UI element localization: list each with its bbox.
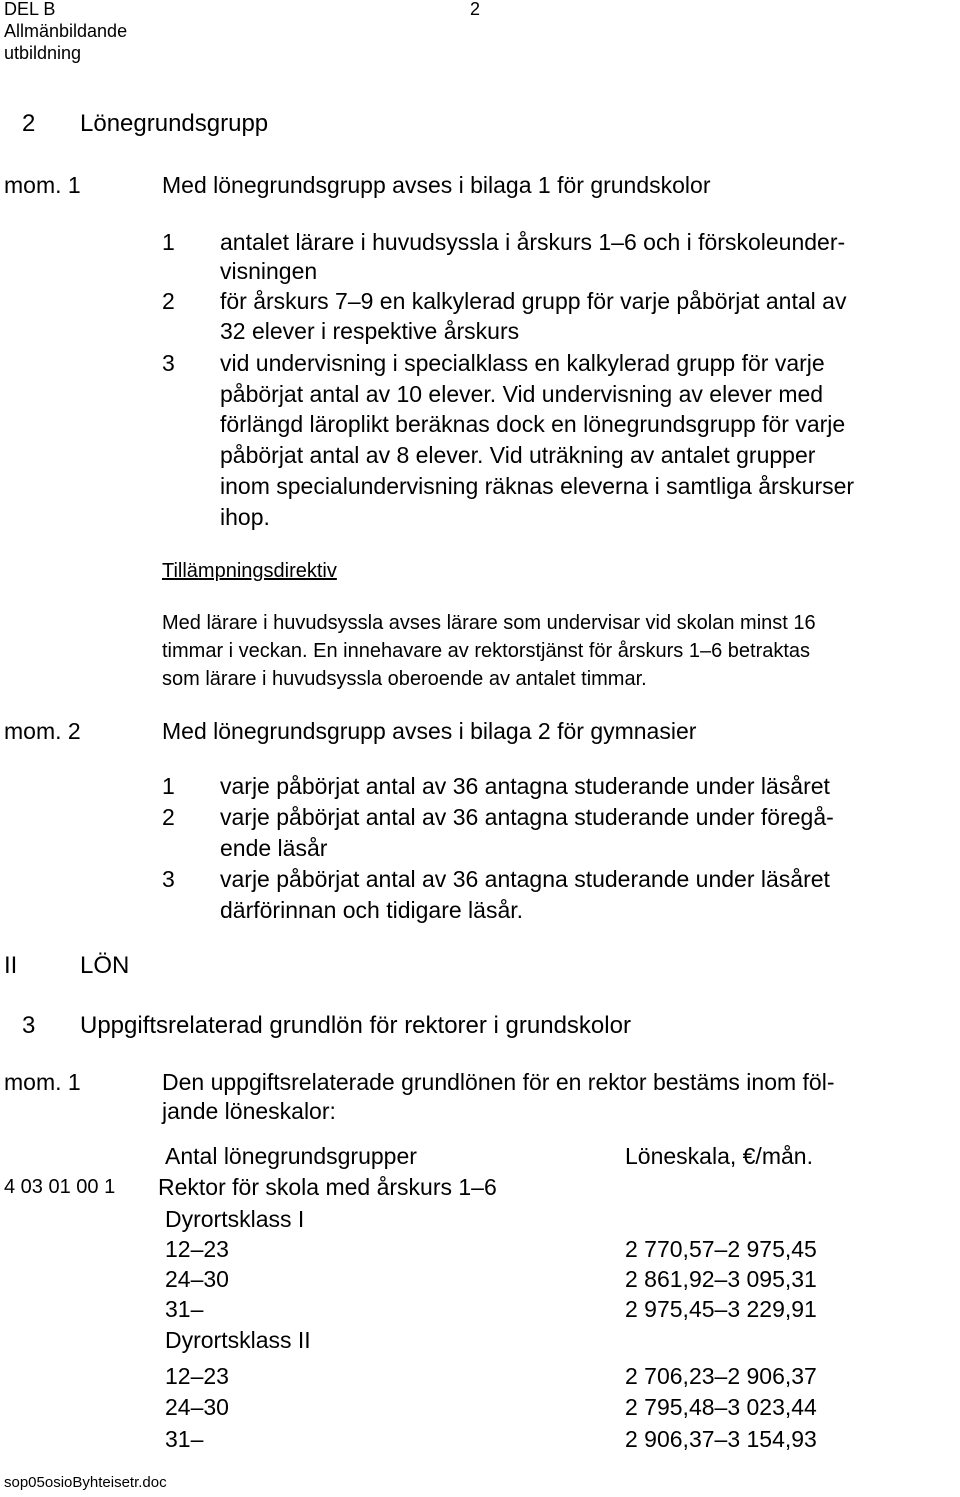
mom-1-label: mom. 1: [4, 172, 81, 198]
footer-filename: sop05osioByhteisetr.doc: [4, 1474, 167, 1491]
table-code: 4 03 01 00 1: [4, 1176, 116, 1198]
section-3-mom-1-label: mom. 1: [4, 1069, 81, 1095]
table-cell-range: 12–23: [165, 1363, 229, 1389]
header-part-title-line1: Allmänbildande: [4, 21, 128, 41]
mom-2-item-text: varje påbörjat antal av 36 antagna studerande under läsåret: [220, 773, 830, 799]
section-2-title: Lönegrundsgrupp: [80, 110, 269, 137]
mom-1-item-text: påbörjat antal av 8 elever. Vid uträkning av antalet grupper: [220, 442, 816, 468]
table-cell-range: 24–30: [165, 1266, 229, 1292]
mom-1-item-text: inom specialundervisning räknas eleverna i samtliga årskurser: [220, 473, 855, 499]
table-cell-range: 31–: [165, 1296, 204, 1322]
table-cell-scale: 2 706,23–2 906,37: [625, 1363, 817, 1389]
directive-text: Med lärare i huvudsyssla avses lärare som undervisar vid skolan minst 16: [162, 612, 816, 634]
mom-1-intro: Med lönegrundsgrupp avses i bilaga 1 för grundskolor: [162, 172, 711, 198]
mom-2-item-text: ende läsår: [220, 835, 328, 861]
part-roman-numeral: II: [4, 952, 18, 979]
mom-2-item-text: därförinnan och tidigare läsår.: [220, 897, 524, 923]
mom-1-item-num: 2: [162, 288, 175, 314]
page-number: 2: [470, 0, 481, 19]
table-cell-range: 31–: [165, 1426, 204, 1452]
table-cell-scale: 2 770,57–2 975,45: [625, 1236, 817, 1262]
mom-2-item-text: varje påbörjat antal av 36 antagna studerande under läsåret: [220, 866, 830, 892]
table-cell-range: 24–30: [165, 1394, 229, 1420]
mom-2-item-num: 3: [162, 866, 175, 892]
mom-1-item-text: visningen: [220, 258, 318, 284]
mom-1-item-text: för årskurs 7–9 en kalkylerad grupp för varje påbörjat antal av: [220, 288, 847, 314]
mom-1-item-text: vid undervisning i specialklass en kalkylerad grupp för varje: [220, 350, 825, 376]
mom-2-label: mom. 2: [4, 718, 81, 744]
section-3-mom-1-intro: Den uppgiftsrelaterade grundlönen för en rektor bestäms inom föl-: [162, 1069, 835, 1095]
mom-1-item-num: 1: [162, 229, 175, 255]
mom-1-item-text: 32 elever i respektive årskurs: [220, 318, 520, 344]
mom-2-intro: Med lönegrundsgrupp avses i bilaga 2 för gymnasier: [162, 718, 697, 744]
part-title: LÖN: [80, 952, 130, 979]
table-cell-scale: 2 861,92–3 095,31: [625, 1266, 817, 1292]
mom-2-item-num: 1: [162, 773, 175, 799]
dyrortsklass-title: Dyrortsklass II: [165, 1327, 311, 1353]
mom-2-item-text: varje påbörjat antal av 36 antagna studerande under föregå-: [220, 804, 834, 830]
mom-1-item-text: antalet lärare i huvudsyssla i årskurs 1–6 och i förskoleunder-: [220, 229, 846, 255]
mom-1-item-text: förlängd läroplikt beräknas dock en lönegrundsgrupp för varje: [220, 411, 846, 437]
mom-1-item-text: ihop.: [220, 504, 270, 530]
table-cell-scale: 2 975,45–3 229,91: [625, 1296, 817, 1322]
table-header-groups: Antal lönegrundsgrupper: [165, 1143, 417, 1169]
table-header-scale: Löneskala, €/mån.: [625, 1143, 813, 1169]
mom-1-item-num: 3: [162, 350, 175, 376]
table-cell-scale: 2 906,37–3 154,93: [625, 1426, 817, 1452]
table-group-title: Rektor för skola med årskurs 1–6: [158, 1174, 497, 1200]
dyrortsklass-title: Dyrortsklass I: [165, 1206, 305, 1232]
table-cell-scale: 2 795,48–3 023,44: [625, 1394, 817, 1420]
header-part-label: DEL B: [4, 0, 56, 19]
mom-2-item-num: 2: [162, 804, 175, 830]
section-3-mom-1-intro: jande löneskalor:: [162, 1098, 336, 1124]
section-3-number: 3: [22, 1012, 36, 1039]
section-2-number: 2: [22, 110, 36, 137]
directive-text: timmar i veckan. En innehavare av rektorstjänst för årskurs 1–6 betraktas: [162, 640, 811, 662]
section-3-title: Uppgiftsrelaterad grundlön för rektorer i grundskolor: [80, 1012, 631, 1039]
directive-text: som lärare i huvudsyssla oberoende av antalet timmar.: [162, 668, 647, 690]
directive-title: Tillämpningsdirektiv: [162, 560, 337, 582]
header-part-title-line2: utbildning: [4, 43, 82, 63]
table-cell-range: 12–23: [165, 1236, 229, 1262]
mom-1-item-text: påbörjat antal av 10 elever. Vid undervisning av elever med: [220, 381, 824, 407]
